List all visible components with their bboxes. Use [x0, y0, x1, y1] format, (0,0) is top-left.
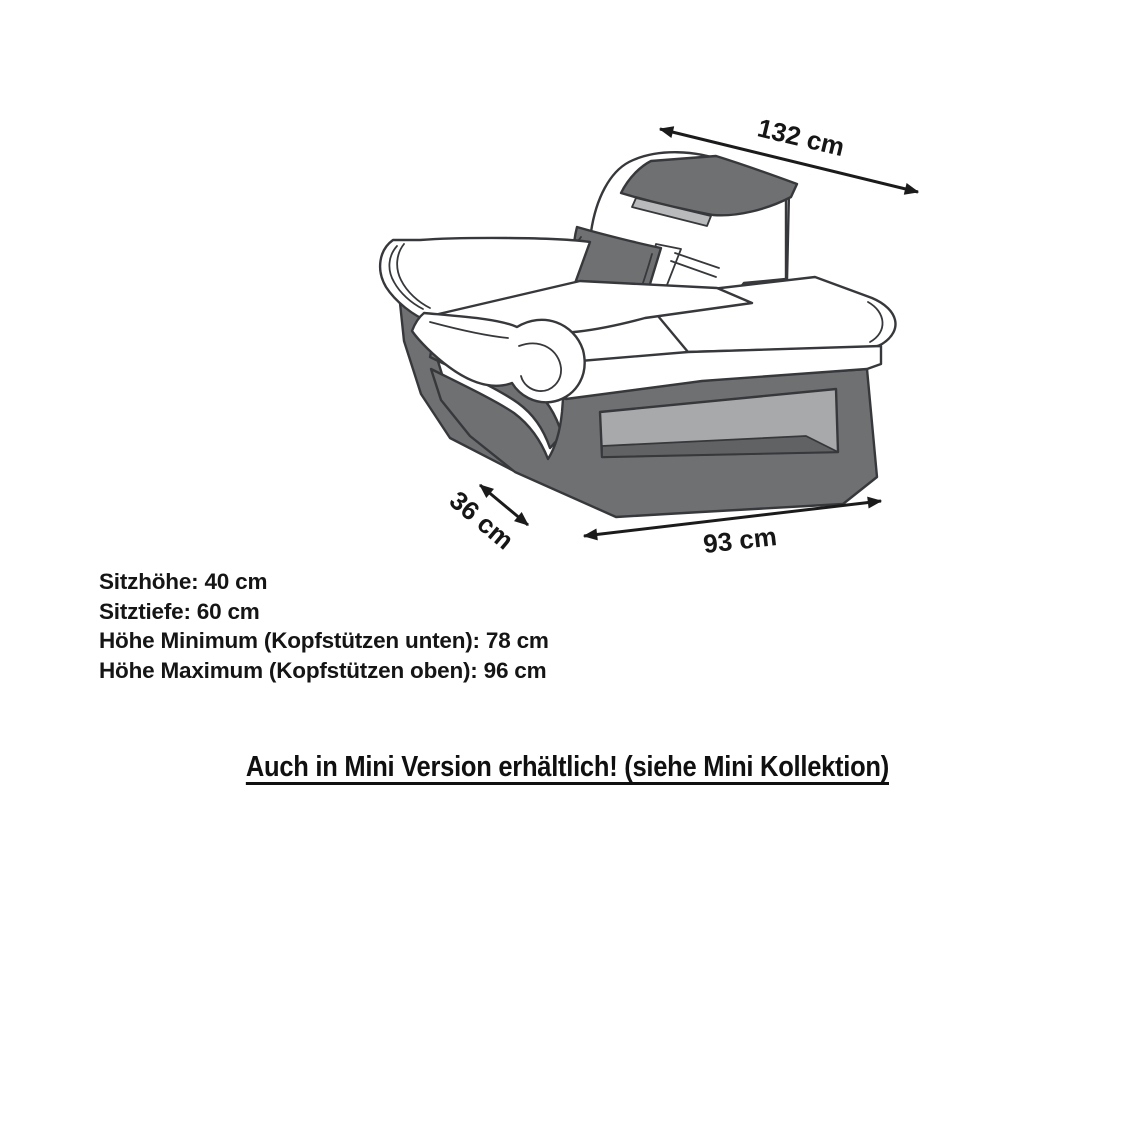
spec-line-height-minimum: Höhe Minimum (Kopfstützen unten): 78 cm: [99, 628, 549, 653]
dimension-spec-list: [99, 567, 549, 685]
spec-line-seat-height: Sitzhöhe: 40 cm: [99, 569, 268, 594]
mini-version-note-text: Auch in Mini Version erhältlich! (siehe Mini Kollektion): [245, 751, 889, 783]
spec-line-height-maximum: Höhe Maximum (Kopfstützen oben): 96 cm: [99, 657, 547, 683]
front-width-dimension-label: 93 cm: [701, 520, 779, 560]
depth-dimension-label: 36 cm: [443, 484, 520, 556]
width-dimension-label: 132 cm: [754, 112, 848, 163]
armchair-illustration: [380, 152, 895, 517]
spec-line-seat-depth: Sitztiefe: 60 cm: [99, 598, 260, 624]
mini-version-note: [0, 751, 1134, 784]
